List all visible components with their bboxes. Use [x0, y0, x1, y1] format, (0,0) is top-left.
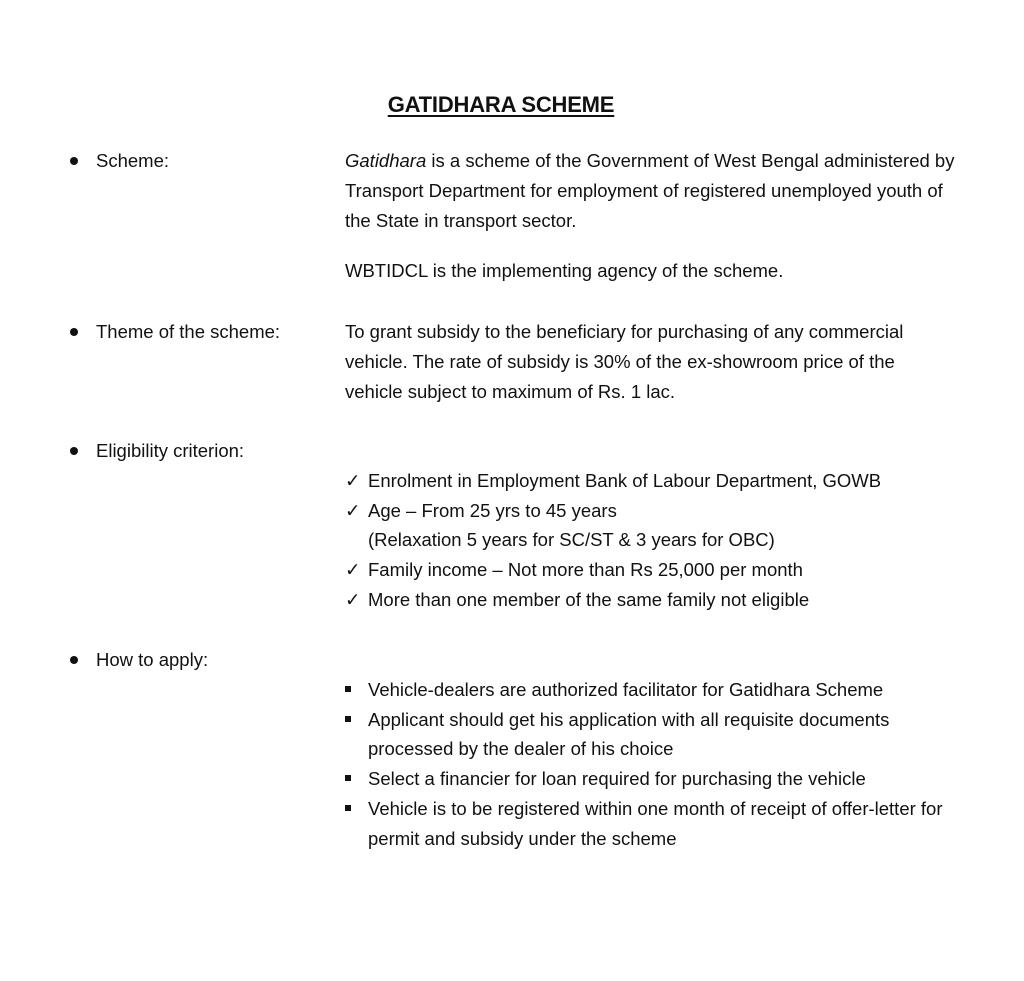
bullet-icon	[70, 157, 78, 165]
implementing-agency-text: WBTIDCL is the implementing agency of the scheme.	[345, 260, 784, 281]
list-item: Vehicle-dealers are authorized facilitator for Gatidhara Scheme	[345, 675, 955, 705]
list-item: ✓ Enrolment in Employment Bank of Labour Department, GOWB	[345, 466, 955, 496]
square-bullet-icon	[345, 805, 351, 811]
bullet-icon	[70, 656, 78, 664]
relaxation-note: (Relaxation 5 years for SC/ST & 3 years for OBC)	[368, 529, 775, 551]
scheme-description-text: is a scheme of the Government of West Bengal administered by Transport Department for employment of registered unemployed youth of the State in transport sector.	[345, 150, 955, 231]
square-bullet-icon	[345, 775, 351, 781]
scheme-name-italic: Gatidhara	[345, 150, 427, 171]
document-title: GATIDHARA SCHEME	[387, 92, 615, 117]
checkmark-icon: ✓	[345, 559, 361, 581]
list-item: Vehicle is to be registered within one month of receipt of offer-letter for permit and subsidy under the scheme	[345, 794, 955, 853]
checkmark-icon: ✓	[345, 470, 361, 491]
theme-description: To grant subsidy to the beneficiary for purchasing of any commercial vehicle. The rate of subsidy is 30% of the ex-showroom price of the vehicle subject to maximum of Rs. 1 lac.	[345, 321, 904, 402]
checkmark-icon: ✓	[345, 499, 361, 521]
scheme-description	[345, 146, 955, 236]
eligibility-list	[345, 466, 955, 615]
list-item: Applicant should get his application with all requisite documents processed by the dealer of his choice	[345, 705, 955, 764]
how-to-apply-list	[345, 675, 955, 853]
list-item: Select a financier for loan required for purchasing the vehicle	[345, 764, 955, 794]
square-bullet-icon	[345, 716, 351, 722]
bullet-icon	[70, 328, 78, 336]
square-bullet-icon	[345, 686, 351, 692]
list-item: ✓ Family income – Not more than Rs 25,000 per month	[345, 555, 955, 585]
checkmark-icon: ✓	[345, 588, 361, 610]
document-page: GATIDHARA SCHEME Scheme: Gatidhara is a scheme of the Government of West Bengal administered by Transport Department for employment of registered unemployed youth of the State in transport sector. WBTIDCL is the implementing agency of the scheme. Theme of the scheme: To grant subsidy to the beneficiary for purchasing of any commercial vehicle. The rate of subsidy is 30% of the ex-showroom price of the vehicle subject to maximum of Rs. 1 lac. Eligibility criterion: ✓ Enrolment in Employment Bank of Labour Department, GOWB ✓ Age – From 25 yrs to 45 years (Relaxation 5 years for SC/ST & 3 years for OBC) ✓ Family income – Not more than Rs 25,000 per month ✓ More than one member of the same family not eligible How to apply: Vehicle-dealers are authorized facilitator for Gatidhara Scheme Applicant should get his application with all requisite documents processed by the dealer of his choice Select a financier for loan required for purchasing the vehicle Vehicle is to be registered within one month of receipt of offer-letter for permit and subsidy under the scheme	[0, 0, 1024, 981]
list-item: ✓ More than one member of the same family not eligible	[345, 585, 955, 615]
list-item: ✓ Age – From 25 yrs to 45 years (Relaxation 5 years for SC/ST & 3 years for OBC)	[345, 496, 955, 555]
bullet-icon	[70, 447, 78, 455]
